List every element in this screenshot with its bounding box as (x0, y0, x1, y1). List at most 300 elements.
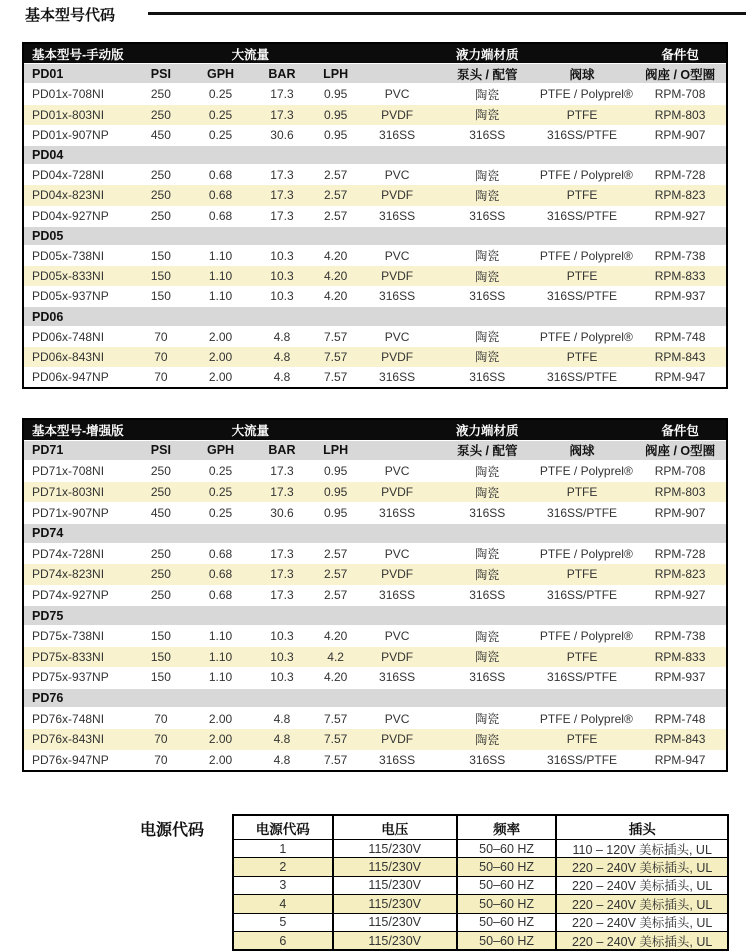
cell: PD75x-738NI (32, 629, 105, 644)
cell: 7.57 (323, 711, 348, 726)
cell: PD71x-803NI (32, 485, 105, 500)
cell: 3 (279, 878, 287, 893)
flow-header: 大流量 (231, 423, 270, 438)
cell: 0.25 (208, 127, 233, 142)
table-row (24, 544, 726, 565)
cell: 0.25 (208, 505, 233, 520)
cell: PTFE / Polyprel® (539, 329, 633, 344)
cell: 1 (279, 841, 287, 856)
cell: PVDF (381, 107, 414, 122)
cell: PD74x-927NP (32, 588, 109, 603)
cell: RPM-708 (654, 87, 706, 102)
cell: PD75x-937NP (32, 670, 109, 685)
cell: 30.6 (270, 505, 294, 520)
cell: PD05x-833NI (32, 269, 105, 284)
cell: PVDF (381, 349, 414, 364)
cell: 10.3 (270, 649, 294, 664)
cell: 0.25 (208, 87, 233, 102)
section-label: PD74 (32, 526, 64, 541)
power-row (234, 913, 727, 931)
cell: 7.57 (323, 732, 348, 747)
cell: 250 (150, 208, 171, 223)
power-row (234, 876, 727, 894)
power-row (234, 857, 727, 875)
cell: 250 (150, 464, 171, 479)
cell: PD06x-947NP (32, 370, 109, 385)
column-header-row (24, 64, 726, 84)
cell: PTFE (566, 269, 598, 284)
cell: 0.68 (208, 188, 233, 203)
cell: PTFE / Polyprel® (539, 87, 633, 102)
cell: RPM-947 (654, 752, 706, 767)
cell: 10.3 (270, 670, 294, 685)
materials-header: 液力端材质 (456, 47, 519, 62)
cell: 250 (150, 87, 171, 102)
cell: PVDF (381, 188, 414, 203)
cell: 1.10 (208, 629, 233, 644)
cell: 1.10 (208, 649, 233, 664)
cell: PVC (384, 464, 410, 479)
cell: RPM-738 (654, 248, 706, 263)
cell: PD74x-823NI (32, 567, 105, 582)
lph-col-header: LPH (323, 66, 349, 81)
power-code-label: 电源代码 (140, 822, 205, 839)
cell: PD06x-843NI (32, 349, 105, 364)
cell: 17.3 (270, 464, 294, 479)
enhanced-models-table (22, 418, 728, 772)
gph-col-header: GPH (206, 443, 235, 458)
cell: RPM-947 (654, 370, 706, 385)
section-row-pd74 (24, 523, 726, 544)
cell: 2.57 (323, 546, 348, 561)
cell: 316SS/PTFE (547, 370, 618, 385)
section-row-pd76 (24, 688, 726, 709)
cell: PTFE / Polyprel® (539, 168, 633, 183)
table-row (24, 585, 726, 606)
table-row (24, 461, 726, 482)
cell: 0.68 (208, 546, 233, 561)
section-label: PD05 (32, 228, 64, 243)
cell: 150 (150, 269, 171, 284)
cell: 2.00 (208, 329, 233, 344)
cell: 4.8 (273, 349, 291, 364)
cell: PVC (384, 711, 410, 726)
bar-col-header: BAR (268, 443, 296, 458)
cell: PVC (384, 87, 410, 102)
cell: 316SS (379, 670, 416, 685)
cell: 7.57 (323, 752, 348, 767)
cell: 1.10 (208, 289, 233, 304)
cell: 110 – 120V 美标插头, UL (555, 840, 727, 857)
cell: 1.10 (208, 248, 233, 263)
cell: PVDF (381, 732, 414, 747)
cell: 316SS (469, 127, 506, 142)
cell: RPM-748 (654, 711, 706, 726)
flow-header: 大流量 (231, 47, 270, 62)
cell: 17.3 (270, 107, 294, 122)
cell: 陶瓷 (475, 249, 500, 264)
table-row (24, 286, 726, 306)
cell: RPM-728 (654, 168, 706, 183)
cell: 4 (279, 896, 287, 911)
cell: 316SS/PTFE (547, 208, 618, 223)
cell: 4.8 (273, 329, 291, 344)
cell: 316SS/PTFE (547, 752, 618, 767)
cell: PD05x-937NP (32, 289, 109, 304)
cell: 1.10 (208, 670, 233, 685)
cell: PTFE (566, 107, 598, 122)
cell: 陶瓷 (475, 87, 500, 102)
cell: 50–60 HZ (456, 877, 556, 894)
table-row (24, 564, 726, 585)
cell: 4.8 (273, 711, 291, 726)
cell: PD76x-843NI (32, 732, 105, 747)
cell: 220 – 240V 美标插头, UL (555, 932, 727, 949)
cell: RPM-728 (654, 546, 706, 561)
bar-col-header: BAR (268, 66, 296, 81)
cell: 0.95 (323, 505, 348, 520)
cell: RPM-843 (654, 349, 706, 364)
cell: 陶瓷 (475, 188, 500, 203)
cell: 2.00 (208, 752, 233, 767)
table-header-band (24, 44, 726, 64)
cell: 7.57 (323, 370, 348, 385)
cell: 316SS/PTFE (547, 670, 618, 685)
power-row (234, 839, 727, 857)
cell: PTFE (566, 649, 598, 664)
section-row-pd05 (24, 226, 726, 246)
cell: RPM-927 (654, 588, 706, 603)
valve-ball-col-header: 阀球 (569, 67, 595, 82)
cell: 陶瓷 (475, 330, 500, 345)
table-row (24, 266, 726, 286)
cell: 150 (150, 289, 171, 304)
cell: 5 (279, 915, 287, 930)
model-col-header: PD01 (32, 66, 64, 81)
cell: PVDF (381, 649, 414, 664)
cell: PD04x-823NI (32, 188, 105, 203)
cell: PD74x-728NI (32, 546, 105, 561)
cell: 2.57 (323, 208, 348, 223)
table-row (24, 626, 726, 647)
cell: 50–60 HZ (456, 932, 556, 949)
cell: 115/230V (332, 895, 456, 912)
table-row (24, 502, 726, 523)
power-row (234, 894, 727, 912)
cell: PVC (384, 546, 410, 561)
cell: RPM-708 (654, 464, 706, 479)
cell: 6 (279, 933, 287, 948)
cell: RPM-907 (654, 505, 706, 520)
page-title: 基本型号代码 (25, 7, 116, 24)
cell: PD06x-748NI (32, 329, 105, 344)
cell: 30.6 (270, 127, 294, 142)
cell: PVC (384, 248, 410, 263)
cell: 2.00 (208, 711, 233, 726)
cell: 316SS (469, 208, 506, 223)
lph-col-header: LPH (323, 443, 349, 458)
cell: 17.3 (270, 188, 294, 203)
section-label: PD06 (32, 309, 64, 324)
section-label: PD76 (32, 691, 64, 706)
cell: 316SS (379, 208, 416, 223)
cell: PD71x-708NI (32, 464, 105, 479)
cell: 115/230V (332, 858, 456, 875)
cell: 2.00 (208, 349, 233, 364)
cell: 17.3 (270, 546, 294, 561)
cell: RPM-927 (654, 208, 706, 223)
cell: PVDF (381, 485, 414, 500)
table-row (24, 708, 726, 729)
cell: 2.57 (323, 188, 348, 203)
table-row (24, 246, 726, 266)
cell: 250 (150, 188, 171, 203)
cell: PD04x-728NI (32, 168, 105, 183)
cell: 10.3 (270, 269, 294, 284)
cell: 70 (154, 349, 168, 364)
cell: 2.57 (323, 168, 348, 183)
table-row (24, 105, 726, 125)
cell: 70 (154, 752, 168, 767)
cell: 10.3 (270, 289, 294, 304)
cell: 17.3 (270, 588, 294, 603)
cell: PD75x-833NI (32, 649, 105, 664)
cell: PTFE / Polyprel® (539, 464, 633, 479)
cell: 0.95 (323, 485, 348, 500)
cell: 220 – 240V 美标插头, UL (555, 895, 727, 912)
cell: 0.25 (208, 107, 233, 122)
cell: 115/230V (332, 840, 456, 857)
table-row (24, 185, 726, 205)
cell: RPM-823 (654, 188, 706, 203)
cell: 316SS (469, 505, 506, 520)
pump-head-col-header: 泵头 / 配管 (457, 67, 518, 82)
cell: 316SS (379, 127, 416, 142)
valve-ball-col-header: 阀球 (569, 444, 595, 459)
materials-header: 液力端材质 (456, 423, 519, 438)
cell: 10.3 (270, 248, 294, 263)
cell: 陶瓷 (475, 269, 500, 284)
psi-col-header: PSI (150, 66, 171, 81)
cell: RPM-937 (654, 670, 706, 685)
cell: 0.95 (323, 464, 348, 479)
cell: RPM-843 (654, 732, 706, 747)
cell: 陶瓷 (475, 567, 500, 582)
section-row-pd04 (24, 145, 726, 165)
cell: 陶瓷 (475, 712, 500, 727)
table-row (24, 125, 726, 145)
cell: 4.20 (323, 269, 348, 284)
table-title: 基本型号-增强版 (32, 423, 124, 438)
cell: RPM-748 (654, 329, 706, 344)
cell: PTFE / Polyprel® (539, 546, 633, 561)
cell: 150 (150, 649, 171, 664)
cell: 陶瓷 (475, 629, 500, 644)
cell: 0.68 (208, 208, 233, 223)
cell: 316SS/PTFE (547, 127, 618, 142)
title-rule (148, 12, 746, 15)
cell: 220 – 240V 美标插头, UL (555, 877, 727, 894)
cell: 陶瓷 (475, 464, 500, 479)
power-row (234, 931, 727, 949)
cell: PVDF (381, 269, 414, 284)
cell: 17.3 (270, 208, 294, 223)
kit-header: 备件包 (661, 423, 699, 438)
cell: 316SS/PTFE (547, 588, 618, 603)
cell: 4.20 (323, 629, 348, 644)
section-label: PD04 (32, 148, 64, 163)
section-row-pd75 (24, 605, 726, 626)
cell: 0.95 (323, 127, 348, 142)
cell: 250 (150, 546, 171, 561)
cell: 陶瓷 (475, 547, 500, 562)
cell: PTFE (566, 732, 598, 747)
cell: 70 (154, 370, 168, 385)
cell: 50–60 HZ (456, 914, 556, 931)
cell: PD76x-748NI (32, 711, 105, 726)
table-row (24, 347, 726, 367)
cell: PTFE (566, 567, 598, 582)
cell: 7.57 (323, 349, 348, 364)
cell: 316SS (469, 670, 506, 685)
cell: RPM-937 (654, 289, 706, 304)
table-row (24, 482, 726, 503)
cell: 316SS (379, 588, 416, 603)
cell: PD01x-803NI (32, 107, 105, 122)
table-row (24, 647, 726, 668)
cell: RPM-907 (654, 127, 706, 142)
cell: 150 (150, 670, 171, 685)
section-row-pd06 (24, 306, 726, 326)
cell: 220 – 240V 美标插头, UL (555, 914, 727, 931)
cell: RPM-823 (654, 567, 706, 582)
cell: 陶瓷 (475, 350, 500, 365)
cell: 0.95 (323, 87, 348, 102)
cell: 0.25 (208, 485, 233, 500)
cell: 17.3 (270, 168, 294, 183)
cell: RPM-803 (654, 107, 706, 122)
cell: PTFE (566, 349, 598, 364)
table-title: 基本型号-手动版 (32, 47, 124, 62)
cell: PTFE (566, 188, 598, 203)
cell: 316SS (379, 289, 416, 304)
cell: 0.68 (208, 168, 233, 183)
cell: 4.2 (327, 649, 344, 664)
gph-col-header: GPH (206, 66, 235, 81)
cell: 4.8 (273, 752, 291, 767)
table-row (24, 84, 726, 104)
cell: 2.00 (208, 370, 233, 385)
cell: 陶瓷 (475, 168, 500, 183)
cell: 2.57 (323, 588, 348, 603)
cell: 316SS (469, 752, 506, 767)
cell: 50–60 HZ (456, 895, 556, 912)
cell: 70 (154, 329, 168, 344)
cell: PVC (384, 168, 410, 183)
column-header-row (24, 441, 726, 462)
cell: 陶瓷 (475, 650, 500, 665)
cell: 250 (150, 168, 171, 183)
cell: PD01x-907NP (32, 127, 109, 142)
cell: 1.10 (208, 269, 233, 284)
cell: 0.95 (323, 107, 348, 122)
cell: 250 (150, 485, 171, 500)
cell: 450 (150, 127, 171, 142)
cell: 316SS (379, 370, 416, 385)
psi-col-header: PSI (150, 443, 171, 458)
cell: 70 (154, 732, 168, 747)
table-row (24, 729, 726, 750)
cell: 316SS (469, 289, 506, 304)
table-row (24, 667, 726, 688)
valve-seat-col-header: 阀座 / O型圈 (644, 444, 716, 459)
cell: 50–60 HZ (456, 858, 556, 875)
cell: 陶瓷 (475, 485, 500, 500)
cell: RPM-833 (654, 269, 706, 284)
manual-models-table (22, 42, 728, 389)
power-col-header: 电源代码 (255, 821, 310, 837)
cell: 7.57 (323, 329, 348, 344)
cell: 4.8 (273, 732, 291, 747)
cell: 316SS (379, 505, 416, 520)
cell: PTFE / Polyprel® (539, 711, 633, 726)
cell: PD04x-927NP (32, 208, 109, 223)
cell: 450 (150, 505, 171, 520)
cell: 陶瓷 (475, 108, 500, 123)
cell: 4.20 (323, 289, 348, 304)
table-row (24, 367, 726, 387)
cell: 2 (279, 860, 287, 875)
cell: 150 (150, 248, 171, 263)
model-col-header: PD71 (32, 443, 64, 458)
cell: PTFE / Polyprel® (539, 629, 633, 644)
cell: 220 – 240V 美标插头, UL (555, 858, 727, 875)
cell: 0.68 (208, 567, 233, 582)
pump-head-col-header: 泵头 / 配管 (457, 444, 518, 459)
cell: 115/230V (332, 914, 456, 931)
cell: RPM-738 (654, 629, 706, 644)
table-row (24, 206, 726, 226)
power-code-table (232, 814, 729, 951)
cell: 4.20 (323, 248, 348, 263)
cell: 50–60 HZ (456, 840, 556, 857)
section-label: PD75 (32, 608, 64, 623)
kit-header: 备件包 (661, 47, 699, 62)
cell: 316SS/PTFE (547, 289, 618, 304)
cell: PVDF (381, 567, 414, 582)
cell: 0.68 (208, 588, 233, 603)
power-col-header: 插头 (555, 816, 727, 839)
cell: 70 (154, 711, 168, 726)
cell: 陶瓷 (475, 732, 500, 747)
cell: 150 (150, 629, 171, 644)
cell: 4.20 (323, 670, 348, 685)
power-header-row (234, 816, 727, 839)
table-row (24, 750, 726, 771)
cell: PVC (384, 629, 410, 644)
cell: PD05x-738NI (32, 248, 105, 263)
cell: 250 (150, 107, 171, 122)
cell: PD71x-907NP (32, 505, 109, 520)
cell: 2.00 (208, 732, 233, 747)
cell: 17.3 (270, 485, 294, 500)
table-row (24, 165, 726, 185)
cell: 0.25 (208, 464, 233, 479)
cell: RPM-833 (654, 649, 706, 664)
cell: 115/230V (332, 877, 456, 894)
cell: RPM-803 (654, 485, 706, 500)
cell: 316SS (469, 370, 506, 385)
